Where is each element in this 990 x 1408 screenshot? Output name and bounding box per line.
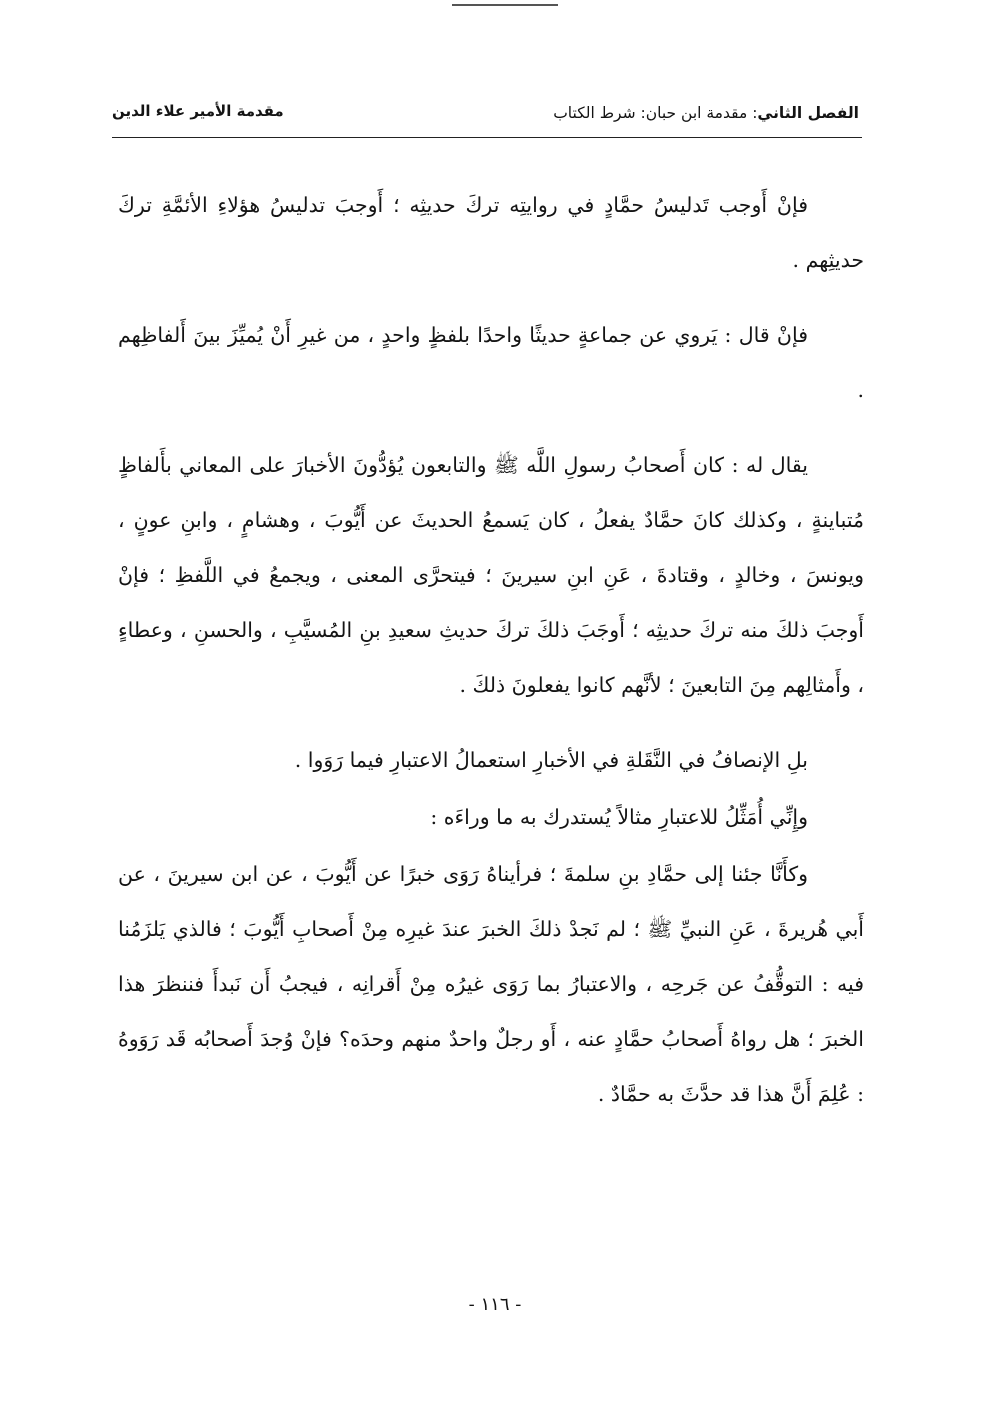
paragraph-5: وإِنِّي أُمَثِّلُ للاعتبارِ مثالاً يُستدرك به ما وراءَه : [430,805,808,829]
chapter-heading [553,104,859,122]
top-decorative-rule [452,4,558,6]
page-number: - ١١٦ - [468,1294,522,1315]
paragraph-3: يقال له : كان أَصحابُ رسولِ اللَّه ﷺ والتابعون يُؤدُّونَ الأخبارَ على المعاني بأَلفاظٍ مُتباينةٍ ، وكذلك كانَ حمَّادٌ يفعلُ ، كان يَسمعُ الحديثَ عن أَيُّوبَ ، وهشامٍ ، وابنِ عونٍ ، ويونسَ ، وخالدٍ ، وقتادةَ ، عَنِ ابنِ سيرينَ ؛ فيتحرَّى المعنى ، ويجمعُ في اللَّفظِ ؛ فإنْ أَوجبَ ذلكَ منه تركَ حديثِه ؛ أَوجَبَ ذلكَ تركَ حديثِ سعيدِ بنِ المُسيَّبِ ، والحسنِ ، وعطاءٍ ، وأَمثالِهم مِنَ التابعينَ ؛ لأنَّهم كانوا يفعلونَ ذلكَ . [118,453,864,697]
header-divider [112,137,862,138]
page-body [118,178,864,1122]
paragraph-2: فإنْ قال : يَروي عن جماعةٍ حديثًا واحدًا بلفظٍ واحدٍ ، من غيرِ أَنْ يُميِّزَ بينَ أَلفاظِهم . [118,323,864,402]
paragraph-4: بلِ الإنصافُ في النَّقَلةِ في الأخبارِ استعمالُ الاعتبارِ فيما رَوَوا . [294,748,808,772]
chapter-title: : مقدمة ابن حبان: شرط الكتاب [553,104,758,122]
running-header [112,98,859,132]
paragraph-1: فإنْ أَوجب تَدليسُ حمَّادٍ في روايتِه تركَ حديثِه ؛ أَوجبَ تدليسُ هؤلاءِ الأئمَّةِ تركَ حديثِهم . [118,193,864,272]
section-heading: مقدمة الأمير علاء الدين [112,102,284,120]
chapter-label: الفصل الثاني [757,104,859,122]
paragraph-6: وكأَنَّا جئنا إلى حمَّادِ بنِ سلمةَ ؛ فرأيناهُ رَوَى خبرًا عن أَيُّوبَ ، عن ابن سيرينَ ، عن أَبي هُريرةَ ، عَنِ النبيِّ ﷺ ؛ لم نَجدْ ذلكَ الخبرَ عندَ غيرِه مِنْ أَصحابِ أَيُّوبَ ؛ فالذي يَلزَمُنا فيه : التوقُّفُ عن جَرحِه ، والاعتبارُ بما رَوَى غيرُه مِنْ أَقرانِه ، فيجبُ أَن نَبدأَ فننظرَ هذا الخبرَ ؛ هل رواهُ أَصحابُ حمَّادٍ عنه ، أَو رجلٌ واحدٌ منهم وحدَه؟ فإنْ وُجدَ أَصحابُه قَد رَوَوهُ : عُلِمَ أَنَّ هذا قد حدَّثَ به حمَّادٌ . [118,862,864,1106]
